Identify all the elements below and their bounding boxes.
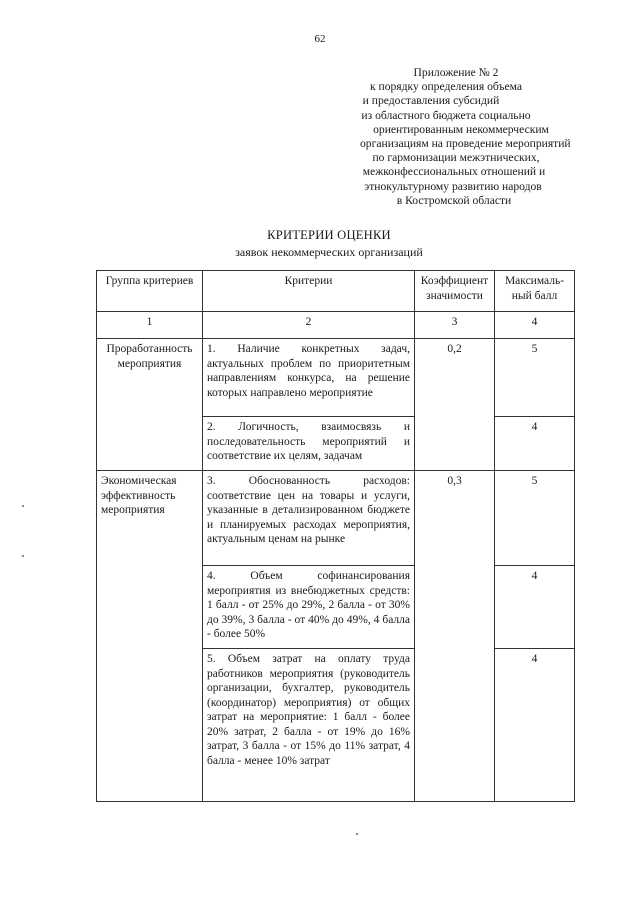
max-score-cell: 5 bbox=[495, 339, 575, 417]
header-cell: Критерии bbox=[203, 271, 415, 312]
scan-speck bbox=[22, 555, 24, 557]
coefficient-cell: 0,2 bbox=[415, 339, 495, 471]
appendix-line: к порядку определения объема bbox=[369, 80, 523, 94]
criterion-cell: 1. Наличие конкретных задач, актуальных проблем по приоритетным направлениям конкурса, на решение которых направлено мероприятие bbox=[203, 339, 415, 417]
header-cell: Коэффициент значимости bbox=[415, 271, 495, 312]
appendix-line: по гармонизации межэтнических, bbox=[372, 151, 540, 165]
criterion-cell: 2. Логичность, взаимосвязь и последовательность мероприятий и соответствие их целям, задачам bbox=[203, 417, 415, 471]
appendix-line: межконфессиональных отношений и bbox=[362, 165, 546, 179]
appendix-block bbox=[330, 66, 571, 208]
document-subtitle: заявок некоммерческих организаций bbox=[235, 245, 423, 259]
table-row bbox=[97, 471, 575, 566]
criteria-table bbox=[96, 270, 575, 802]
appendix-line: в Костромской области bbox=[396, 193, 512, 207]
header-cell: Максималь-ный балл bbox=[495, 271, 575, 312]
scan-speck bbox=[22, 505, 24, 507]
appendix-line: Приложение № 2 bbox=[413, 66, 499, 79]
appendix-line: этнокультурному развитию народов bbox=[364, 179, 542, 193]
column-number-row bbox=[97, 312, 575, 339]
appendix-line: ориентированным некоммерческим bbox=[373, 122, 549, 136]
max-score-cell: 5 bbox=[495, 471, 575, 566]
appendix-line: из областного бюджета социально bbox=[361, 108, 531, 122]
column-number-cell: 3 bbox=[415, 312, 495, 339]
coefficient-cell: 0,3 bbox=[415, 471, 495, 802]
table-header-row bbox=[97, 271, 575, 312]
column-number-cell: 2 bbox=[203, 312, 415, 339]
appendix-line: и предоставления субсидий bbox=[362, 94, 500, 108]
max-score-cell: 4 bbox=[495, 649, 575, 802]
appendix-line: организациям на проведение мероприятий bbox=[360, 137, 571, 151]
criterion-cell: 4. Объем софинансирования мероприятия из внебюджетных средств: 1 балл - от 25% до 29%, 2 балла - от 30% до 39%, 3 балла - от 40% до 49%, 4 балла - более 50% bbox=[203, 566, 415, 649]
group-name-cell: Экономическая эффективность мероприятия bbox=[97, 471, 203, 802]
column-number-cell: 4 bbox=[495, 312, 575, 339]
document-title: КРИТЕРИИ ОЦЕНКИ bbox=[267, 228, 391, 242]
criterion-cell: 3. Обоснованность расходов: соответствие цен на товары и услуги, указанные в детализированном бюджете и планируемых расходах мероприятия, актуальным ценам на рынке bbox=[203, 471, 415, 566]
criterion-cell: 5. Объем затрат на оплату труда работников мероприятия (руководитель организации, бухгалтер, руководитель (координатор) мероприятия) от общих затрат на мероприятие: 1 балл - более 20% затрат, 2 балла - от 19% до 16% затрат, 3 балла - от 15% до 11% затрат, 4 балла - менее 10% затрат bbox=[203, 649, 415, 802]
max-score-cell: 4 bbox=[495, 566, 575, 649]
table-row bbox=[97, 339, 575, 417]
page-number: 62 bbox=[314, 33, 326, 45]
column-number-cell: 1 bbox=[97, 312, 203, 339]
header-cell: Группа критериев bbox=[97, 271, 203, 312]
scan-speck bbox=[356, 833, 358, 835]
max-score-cell: 4 bbox=[495, 417, 575, 471]
group-name-cell: Проработанность мероприятия bbox=[97, 339, 203, 471]
